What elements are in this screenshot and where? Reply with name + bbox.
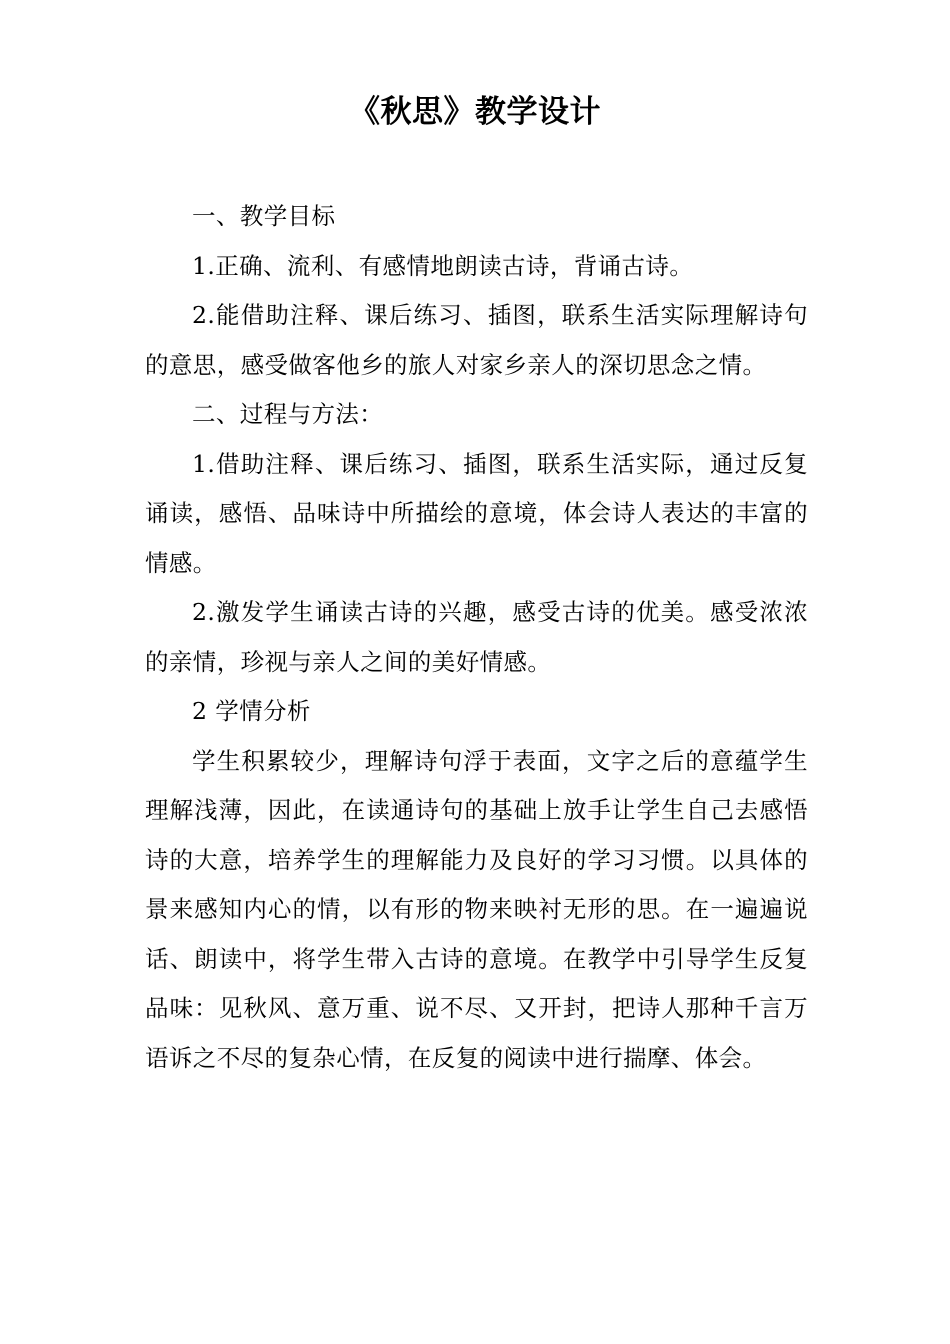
section-heading-learner-analysis: 2 学情分析	[192, 697, 311, 725]
section-heading-teaching-goals: 一、教学目标	[192, 202, 336, 230]
document-body	[145, 192, 808, 1083]
document-title: 《秋思》教学设计	[349, 94, 601, 130]
process-item-1: 1.借助注释、课后练习、插图，联系生活实际，通过反复诵读，感悟、品味诗中所描绘的意境，体会诗人表达的丰富的情感。	[145, 449, 808, 577]
goal-item-1: 1.正确、流利、有感情地朗读古诗，背诵古诗。	[192, 251, 694, 280]
goal-item-2: 2.能借助注释、课后练习、插图，联系生活实际理解诗句的意思，感受做客他乡的旅人对家乡亲人的深切思念之情。	[145, 301, 808, 379]
process-item-2: 2.激发学生诵读古诗的兴趣，感受古诗的优美。感受浓浓的亲情，珍视与亲人之间的美好情感。	[145, 598, 808, 676]
section-heading-process-methods: 二、过程与方法：	[192, 400, 384, 428]
learner-analysis-paragraph: 学生积累较少，理解诗句浮于表面，文字之后的意蕴学生理解浅薄，因此，在读通诗句的基础上放手让学生自己去感悟诗的大意，培养学生的理解能力及良好的学习习惯。以具体的景来感知内心的情，以有形的物来映衬无形的思。在一遍遍说话、朗读中，将学生带入古诗的意境。在教学中引导学生反复品味：见秋风、意万重、说不尽、又开封，把诗人那种千言万语诉之不尽的复杂心情，在反复的阅读中进行揣摩、体会。	[145, 746, 808, 1072]
